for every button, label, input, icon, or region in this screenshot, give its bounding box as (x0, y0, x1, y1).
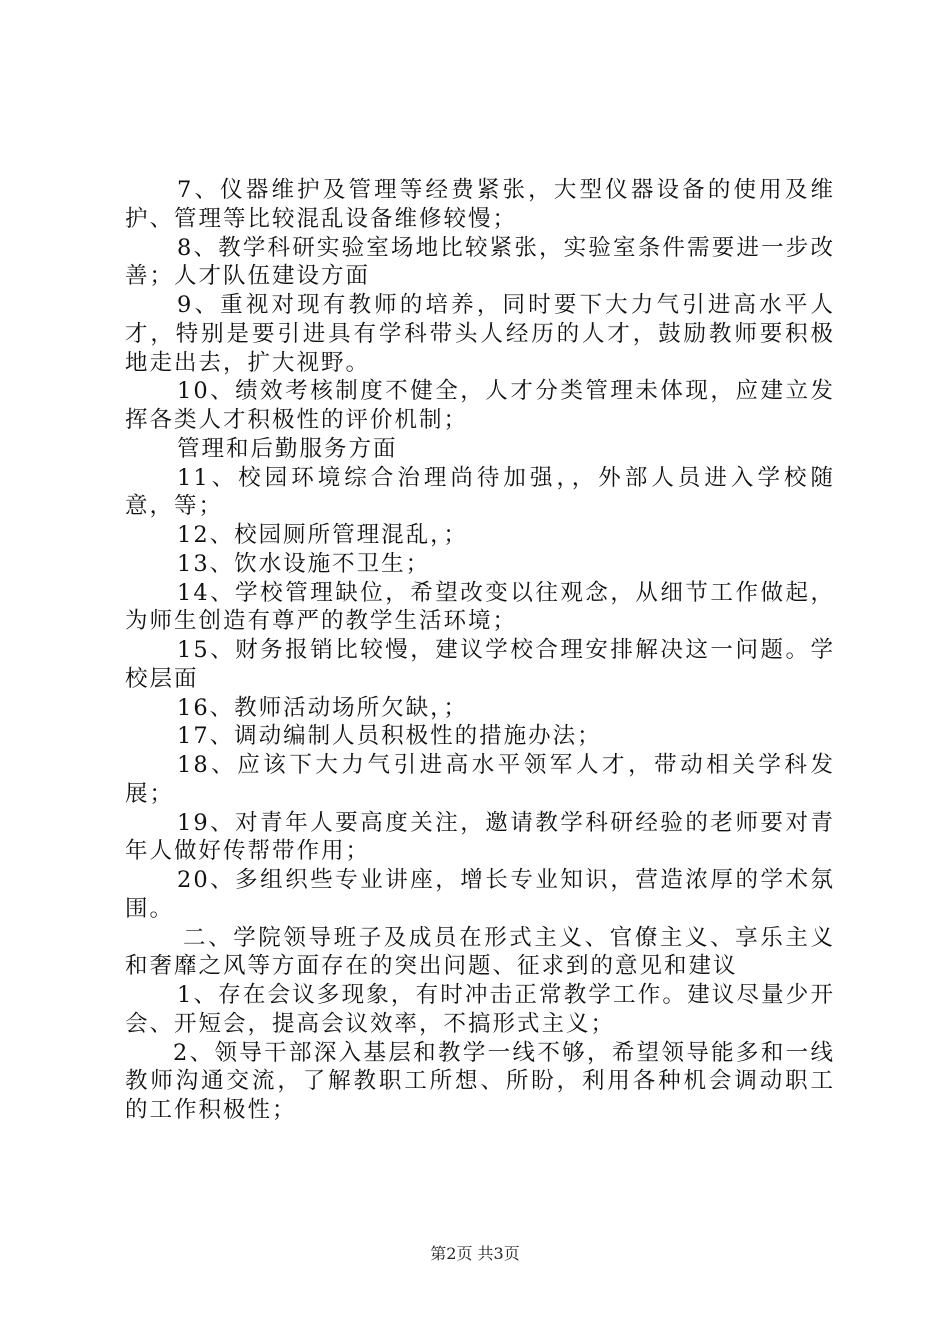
paragraph-item-s2-1: 1、存在会议多现象，有时冲击正常教学工作。建议尽量少开会、开短会，提高会议效率，不搞形式主义； (125, 982, 835, 1037)
paragraph-item-15: 15、财务报销比较慢，建议学校合理安排解决这一问题。学校层面 (125, 637, 835, 692)
paragraph-item-17: 17、调动编制人员积极性的措施办法； (177, 723, 602, 750)
paragraph-item-13: 13、饮水设施不卫生； (177, 550, 431, 577)
paragraph-item-8: 8、教学科研实验室场地比较紧张，实验室条件需要进一步改善；人才队伍建设方面 (125, 234, 835, 290)
document-body (125, 176, 835, 1125)
paragraph-item-7: 7、仪器维护及管理等经费紧张，大型仪器设备的使用及维护、管理等比较混乱设备维修较慢； (125, 177, 835, 232)
paragraph-item-20: 20、多组织些专业讲座，增长专业知识，营造浓厚的学术氛围。 (125, 867, 835, 922)
paragraph-item-s2-2: 2、领导干部深入基层和教学一线不够，希望领导能多和一线教师沟通交流，了解教职工所想、所盼，利用各种机会调动职工的工作积极性； (125, 1039, 835, 1123)
paragraph-item-11: 11、校园环境综合治理尚待加强，，外部人员进入学校随意，等； (125, 464, 835, 520)
section-heading-management: 管理和后勤服务方面 (177, 435, 398, 462)
section-heading-two: 二、学院领导班子及成员在形式主义、官僚主义、享乐主义和奢靡之风等方面存在的突出问题、征求到的意见和建议 (125, 924, 835, 980)
paragraph-item-14: 14、学校管理缺位，希望改变以往观念，从细节工作做起，为师生创造有尊严的教学生活环境； (125, 579, 835, 635)
paragraph-item-19: 19、对青年人要高度关注，邀请教学科研经验的老师要对青年人做好传帮带作用； (125, 809, 835, 865)
page-number-label: 第2页 共3页 (430, 1244, 520, 1263)
paragraph-item-12: 12、校园厕所管理混乱，； (177, 522, 468, 548)
paragraph-item-9: 9、重视对现有教师的培养，同时要下大力气引进高水平人才，特别是要引进具有学科带头人经历的人才，鼓励教师要积极地走出去，扩大视野。 (125, 292, 835, 376)
page-footer (0, 1244, 950, 1264)
paragraph-item-10: 10、绩效考核制度不健全，人才分类管理未体现，应建立发挥各类人才积极性的评价机制； (125, 378, 835, 433)
paragraph-item-18: 18、应该下大力气引进高水平领军人才，带动相关学科发展； (125, 752, 835, 807)
paragraph-item-16: 16、教师活动场所欠缺，； (177, 694, 468, 721)
